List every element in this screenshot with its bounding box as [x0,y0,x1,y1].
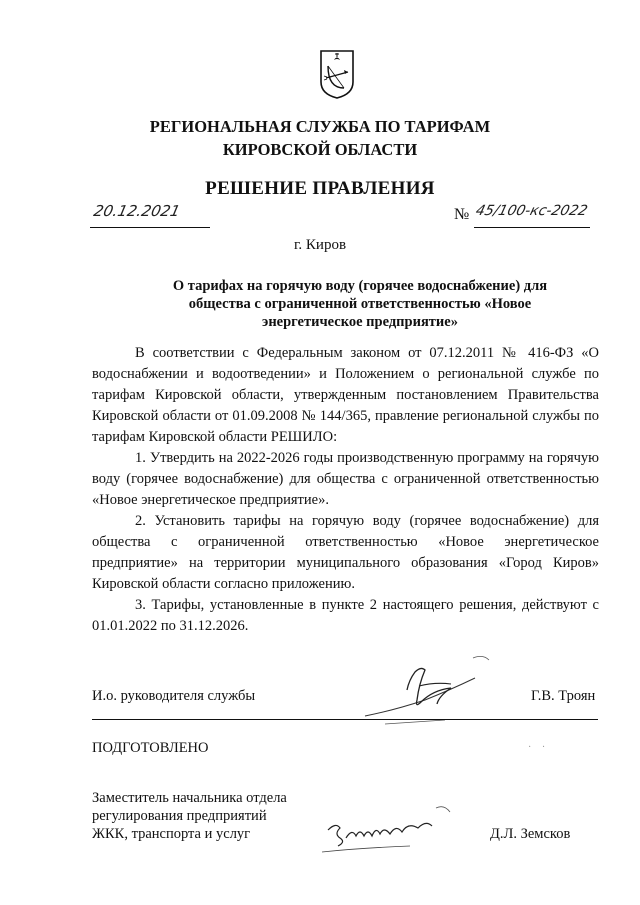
head-signature-icon [355,650,505,730]
head-name: Г.В. Троян [531,688,596,704]
kirov-oblast-coat-of-arms-icon [318,48,356,100]
number-prefix: № [454,206,470,223]
deputy-title-line3: ЖКК, транспорта и услуг [92,826,251,842]
preamble-paragraph: В соответствии с Федеральным законом от 07.12.2011 № 416-ФЗ «О водоснабжении и водоотведении» и Положением о региональной службе по тарифам Кировской области, утвержденным постановлением Правительства Кировской области от 01.09.2008 № 144/365, правление региональной службы по тарифам Кировской области РЕШИЛО: [92,345,599,445]
city: г. Киров [293,237,347,253]
handwritten-number: 45/100-кс-2022 [474,203,590,219]
document-title: РЕШЕНИЕ ПРАВЛЕНИЯ [205,178,435,199]
decision-body [92,343,599,637]
decision-item-2: 2. Установить тарифы на горячую воду (горячее водоснабжение) для общества с ограниченной ответственностью «Новое энергетическое предприятие» на территории муниципального образования «Город Киров» Кировской области согласно приложению. [92,513,599,592]
deputy-title [92,789,287,843]
org-name-line2: КИРОВСКОЙ ОБЛАСТИ [222,140,418,159]
deputy-name: Д.Л. Земсков [490,826,571,842]
handwritten-date: 20.12.2021 [92,202,182,220]
decision-item-1: 1. Утвердить на 2022-2026 годы производственную программу на горячую воду (горячее водоснабжение) для общества с ограниченной ответственностью «Новое энергетическое предприятие». [92,450,599,508]
subject-line1: О тарифах на горячую воду (горячее водоснабжение) для [172,278,548,294]
org-name-line1: РЕГИОНАЛЬНАЯ СЛУЖБА ПО ТАРИФАМ [149,117,491,136]
subject-line2: общества с ограниченной ответственностью «Новое [188,296,532,312]
decision-item-3: 3. Тарифы, установленные в пункте 2 настоящего решения, действуют с 01.01.2022 по 31.12.2026. [92,597,599,634]
decision-subject [150,277,570,331]
prepared-label: ПОДГОТОВЛЕНО [92,740,209,756]
faint-dots: · · [528,742,550,753]
deputy-signature-icon [310,800,460,860]
deputy-title-line1: Заместитель начальника отдела [92,790,287,806]
signature-divider [92,719,598,720]
head-title: И.о. руководителя службы [92,688,256,704]
deputy-title-line2: регулирования предприятий [92,808,267,824]
subject-line3: энергетическое предприятие» [262,314,458,330]
